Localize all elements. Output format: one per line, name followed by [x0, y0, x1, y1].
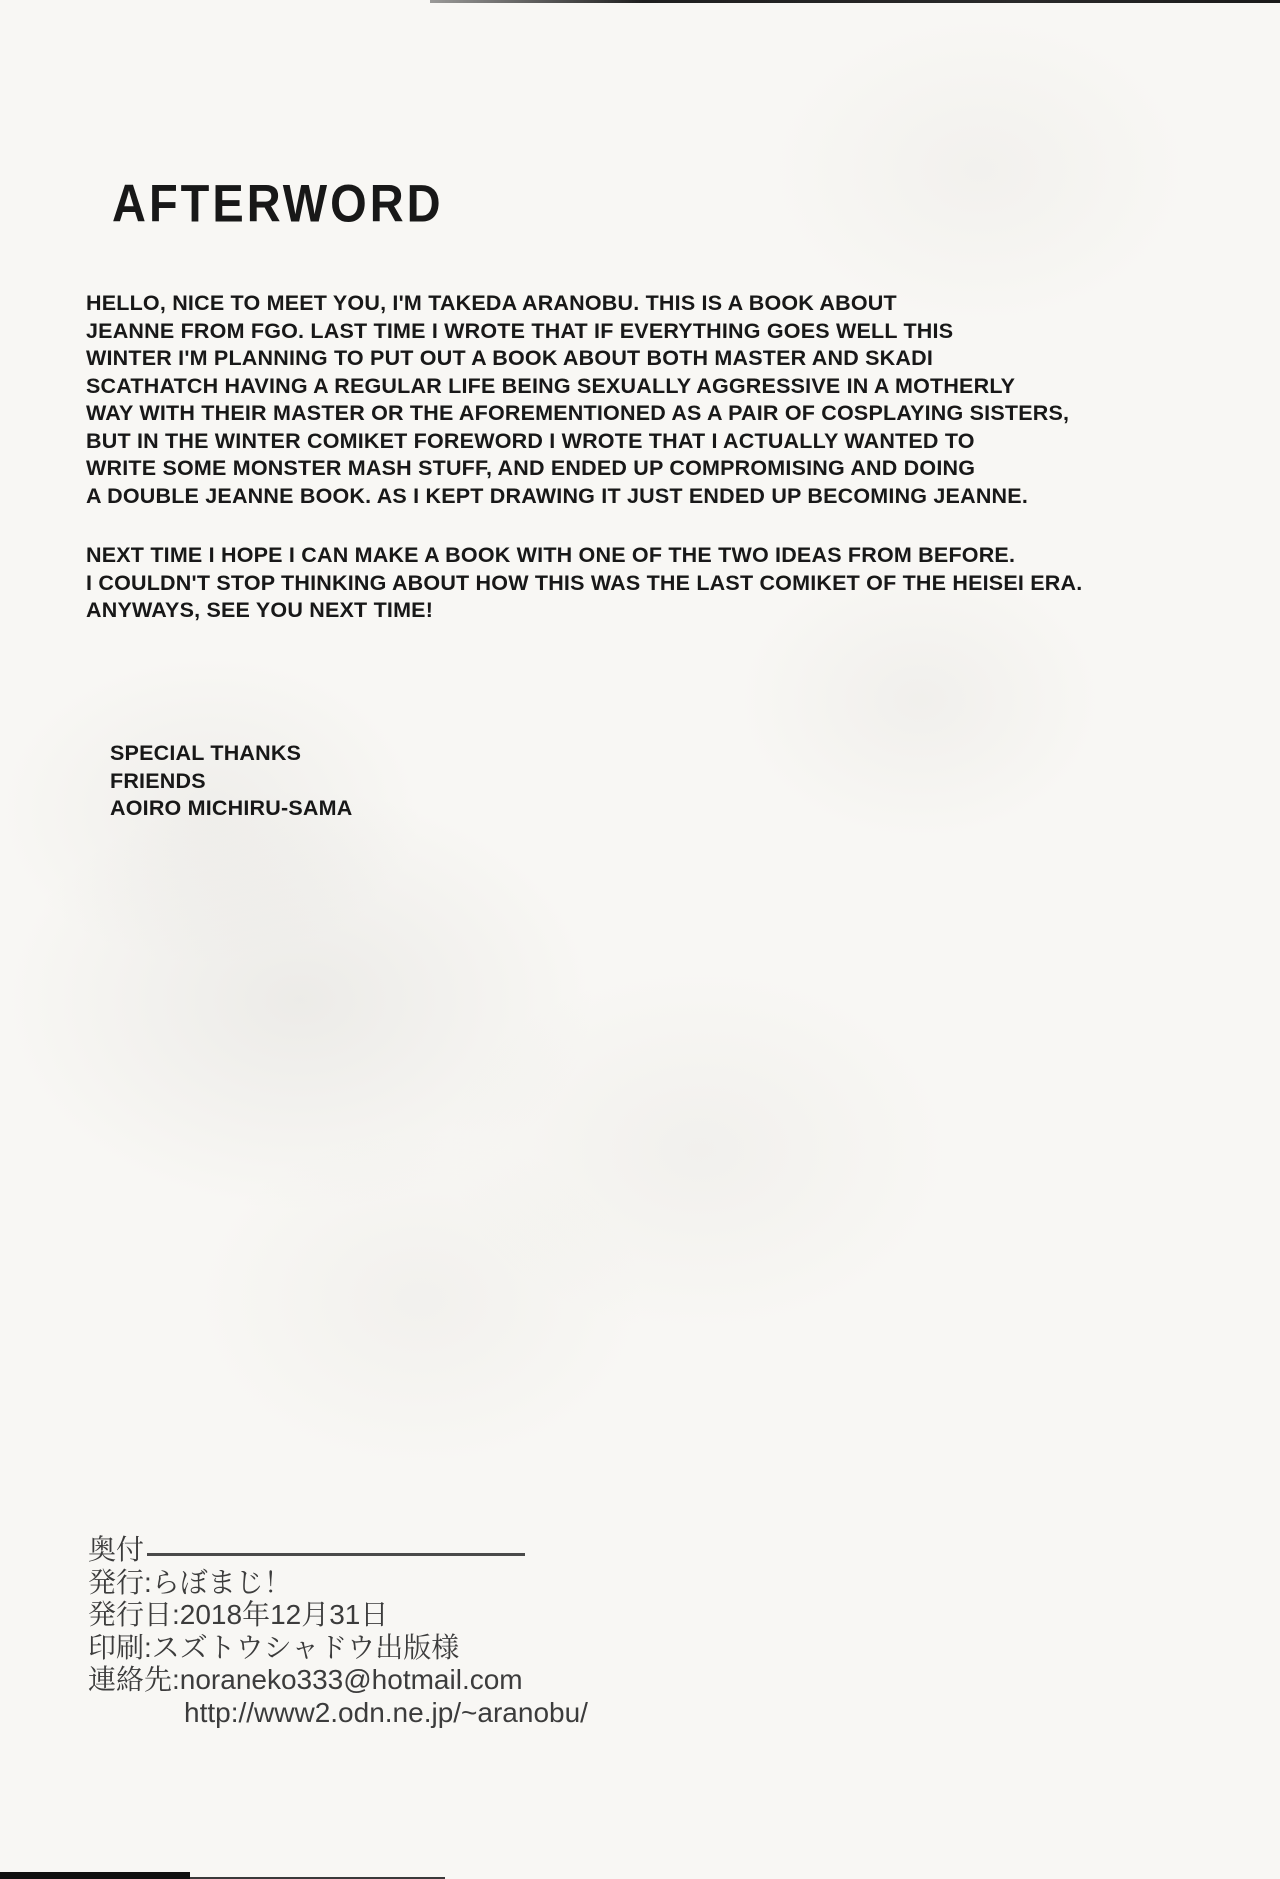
scan-edge-artifact-bottom	[0, 1872, 190, 1879]
text-line: ANYWAYS, SEE YOU NEXT TIME!	[86, 598, 434, 622]
scan-edge-artifact-top	[430, 0, 1280, 3]
thanks-line: FRIENDS	[110, 768, 206, 793]
text-line: NEXT TIME I HOPE I CAN MAKE A BOOK WITH ONE OF THE TWO IDEAS FROM BEFORE.	[86, 543, 1016, 567]
text-line: SCATHATCH HAVING A REGULAR LIFE BEING SEXUALLY AGGRESSIVE IN A MOTHERLY	[86, 373, 1016, 398]
colophon-heading-row	[88, 1534, 588, 1567]
text-line: A DOUBLE JEANNE BOOK. AS I KEPT DRAWING IT JUST ENDED UP BECOMING JEANNE.	[86, 483, 1028, 508]
page-title: AFTERWORD	[112, 173, 444, 233]
colophon-heading: 奥付	[88, 1534, 145, 1565]
colophon-publisher-line: 発行:らぼまじ！	[88, 1566, 292, 1598]
text-line: BUT IN THE WINTER COMIKET FOREWORD I WROTE THAT I ACTUALLY WANTED TO	[86, 428, 975, 453]
special-thanks-heading: SPECIAL THANKS	[110, 741, 302, 765]
colophon-rule	[147, 1553, 525, 1556]
thanks-line: AOIRO MICHIRU-SAMA	[110, 796, 353, 820]
text-line: WRITE SOME MONSTER MASH STUFF, AND ENDED UP COMPROMISING AND DOING	[86, 456, 976, 480]
special-thanks-block	[110, 740, 352, 823]
afterword-paragraph-2	[86, 542, 1082, 625]
text-line: WINTER I'M PLANNING TO PUT OUT A BOOK ABOUT BOTH MASTER AND SKADI	[86, 346, 934, 370]
text-line: I COULDN'T STOP THINKING ABOUT HOW THIS WAS THE LAST COMIKET OF THE HEISEI ERA.	[86, 570, 1083, 595]
colophon-printer-line: 印刷:スズトウシャドウ出版様	[88, 1631, 460, 1663]
text-line: HELLO, NICE TO MEET YOU, I'M TAKEDA ARANOBU. THIS IS A BOOK ABOUT	[86, 291, 897, 315]
colophon-contact-line: 連絡先:noraneko333@hotmail.com	[88, 1664, 523, 1695]
colophon-url-line: http://www2.odn.ne.jp/~aranobu/	[184, 1696, 588, 1728]
afterword-paragraph-1	[86, 290, 1069, 510]
colophon-date-line: 発行日:2018年12月31日	[88, 1599, 389, 1630]
text-line: JEANNE FROM FGO. LAST TIME I WROTE THAT IF EVERYTHING GOES WELL THIS	[86, 318, 954, 343]
text-line: WAY WITH THEIR MASTER OR THE AFOREMENTIONED AS A PAIR OF COSPLAYING SISTERS,	[86, 401, 1070, 425]
colophon	[88, 1534, 588, 1729]
